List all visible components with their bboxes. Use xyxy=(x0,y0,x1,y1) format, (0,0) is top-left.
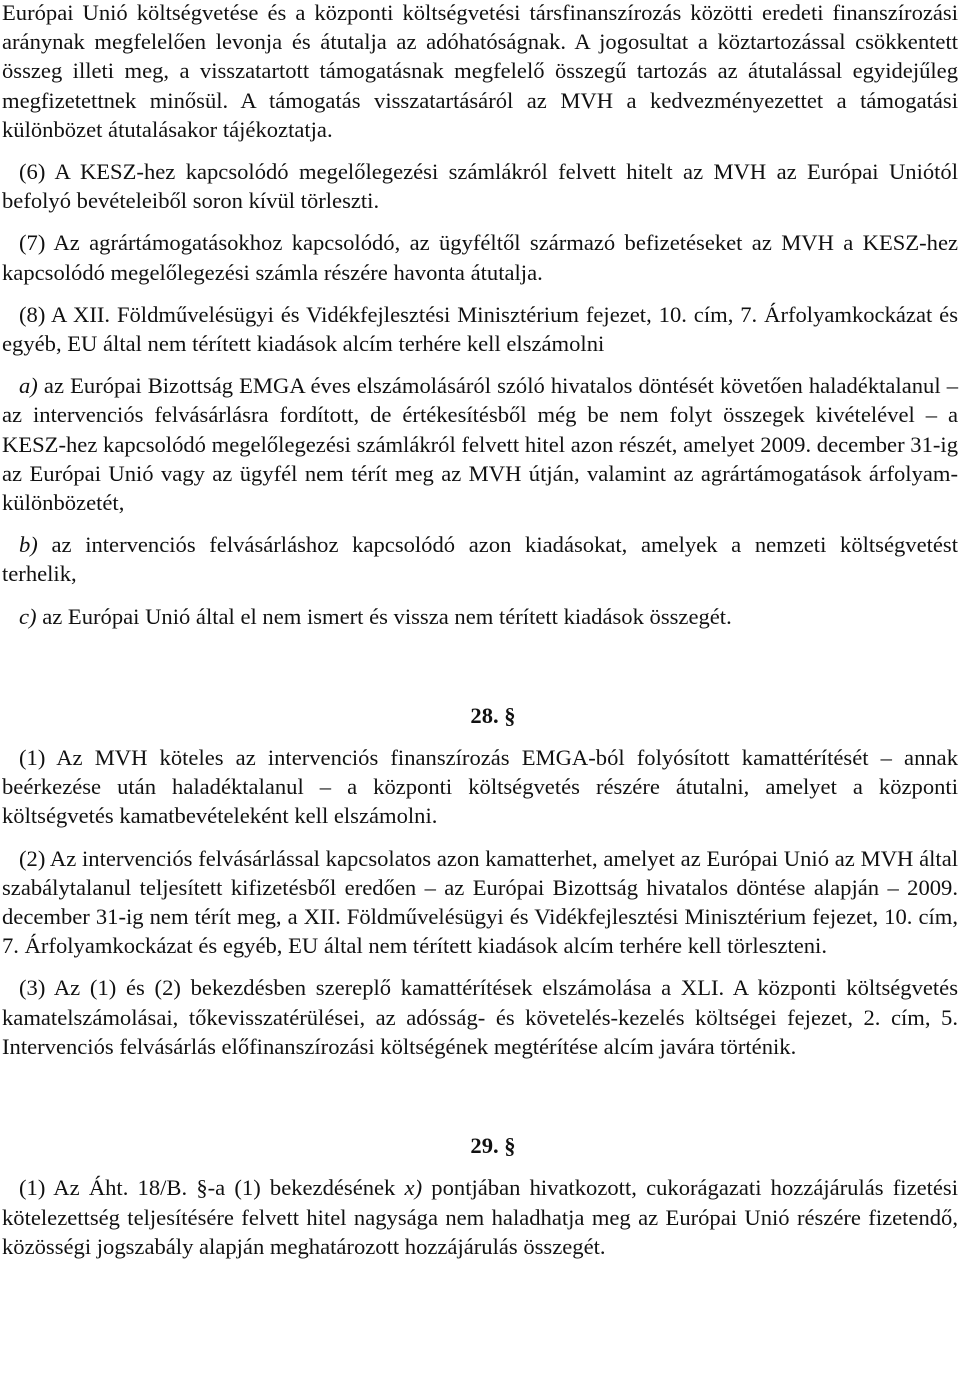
list-item-a-label: a) xyxy=(19,373,38,399)
list-item-b-label: b) xyxy=(19,532,38,558)
list-item-c-text: az Európai Unió által el nem ismert és vissza nem térített kiadások összegét. xyxy=(36,603,732,629)
paragraph-7: (7) Az agrártámogatásokhoz kapcsolódó, az ügyféltől származó befizetéseket az MVH a KESZ-hez kapcsolódó megelőlegezési számla részére havonta átutalja. xyxy=(2,230,958,285)
paragraph-6: (6) A KESZ-hez kapcsolódó megelőlegezési számlákról felvett hitelt az MVH az Európai Uniótól befolyó bevételeiből soron kívül törleszti. xyxy=(2,159,958,214)
list-item-a xyxy=(2,371,958,517)
section-29-point-label: x) xyxy=(404,1175,423,1201)
section-29-paragraph-1 xyxy=(2,1173,958,1261)
section-29-paragraph-1-end: pontjában hivatkozott, cukorágazati hozzájárulás fizetési kötelezettség teljesítésére felvett hitel nagysága nem haladhatja meg az Európai Unió részére fizetendő, közösségi jogszabály alapján meghatározott hozzájárulás összegét. xyxy=(2,1175,958,1259)
list-item-c xyxy=(2,602,958,631)
section-28-paragraph-2: (2) Az intervenciós felvásárlással kapcsolatos azon kamatterhet, amelyet az Európai Unió az MVH által szabálytalanul teljesített kifizetésből eredően – az Európai Bizottság hivatalos döntése alapján – 2009. december 31-ig nem térít meg, a XII. Földművelésügyi és Vidékfejlesztési Minisztérium fejezet, 10. cím, 7. Árfolyamkockázat és egyéb, EU által nem térített kiadások alcím terhére kell törleszteni. xyxy=(2,845,958,959)
list-item-b-text: az intervenciós felvásárláshoz kapcsolódó azon kiadásokat, amelyek a nemzeti költségvetést terhelik, xyxy=(2,532,958,587)
section-29-heading: 29. § xyxy=(470,1133,516,1159)
section-28-paragraph-3: (3) Az (1) és (2) bekezdésben szereplő kamattérítések elszámolása a XLI. A központi költségvetés kamatelszámolásai, tőkevisszatérülései, az adósság- és követelés-kezelés költségei fejezet, 2. cím, 5. Intervenciós felvásárlás előfinanszírozási költségének megtérítése alcím javára történik. xyxy=(2,975,958,1059)
paragraph-8: (8) A XII. Földművelésügyi és Vidékfejlesztési Minisztérium fejezet, 10. cím, 7. Árfolyamkockázat és egyéb, EU által nem térített kiadások alcím terhére kell elszámolni xyxy=(2,301,958,357)
section-29-paragraph-1-start: (1) Az Áht. 18/B. §-a (1) bekezdésének xyxy=(19,1175,405,1201)
paragraph-continuation: Európai Unió költségvetése és a központi költségvetési társfinanszírozás közötti eredeti finanszírozási aránynak megfelelően levonja és átutalja az adóhatóságnak. A jogosultat a köztartozással csökkentett összeg illeti meg, a visszatartott támogatásnak megfelelő összegű tartozás az átutalással egyidejűleg megfizetettnek minősül. A támogatás visszatartásáról az MVH a kedvezményezettet a támogatási különbözet átutalásakor tájékoztatja. xyxy=(2,0,958,142)
list-item-a-text: az Európai Bizottság EMGA éves elszámolásáról szóló hivatalos döntését követően haladéktalanul – az intervenciós felvásárlásra fordított, de értékesítésből még be nem folyt összegek kivételével – a KESZ-hez kapcsolódó megelőlegezési számlákról felvett hitel azon részét, amelyet 2009. december 31-ig az Európai Unió vagy az ügyfél nem térít meg az MVH útján, valamint az agrártámogatások árfolyam-különbözetét, xyxy=(2,373,958,516)
section-28-paragraph-1: (1) Az MVH köteles az intervenciós finanszírozás EMGA-ból folyósított kamattérítését – annak beérkezése után haladéktalanul – a központi költségvetés részére átutalni, amelyet a központi költségvetés kamatbevételeként kell elszámolni. xyxy=(2,745,958,829)
list-item-b xyxy=(2,530,958,588)
section-28-heading: 28. § xyxy=(470,702,516,728)
list-item-c-label: c) xyxy=(19,603,37,629)
